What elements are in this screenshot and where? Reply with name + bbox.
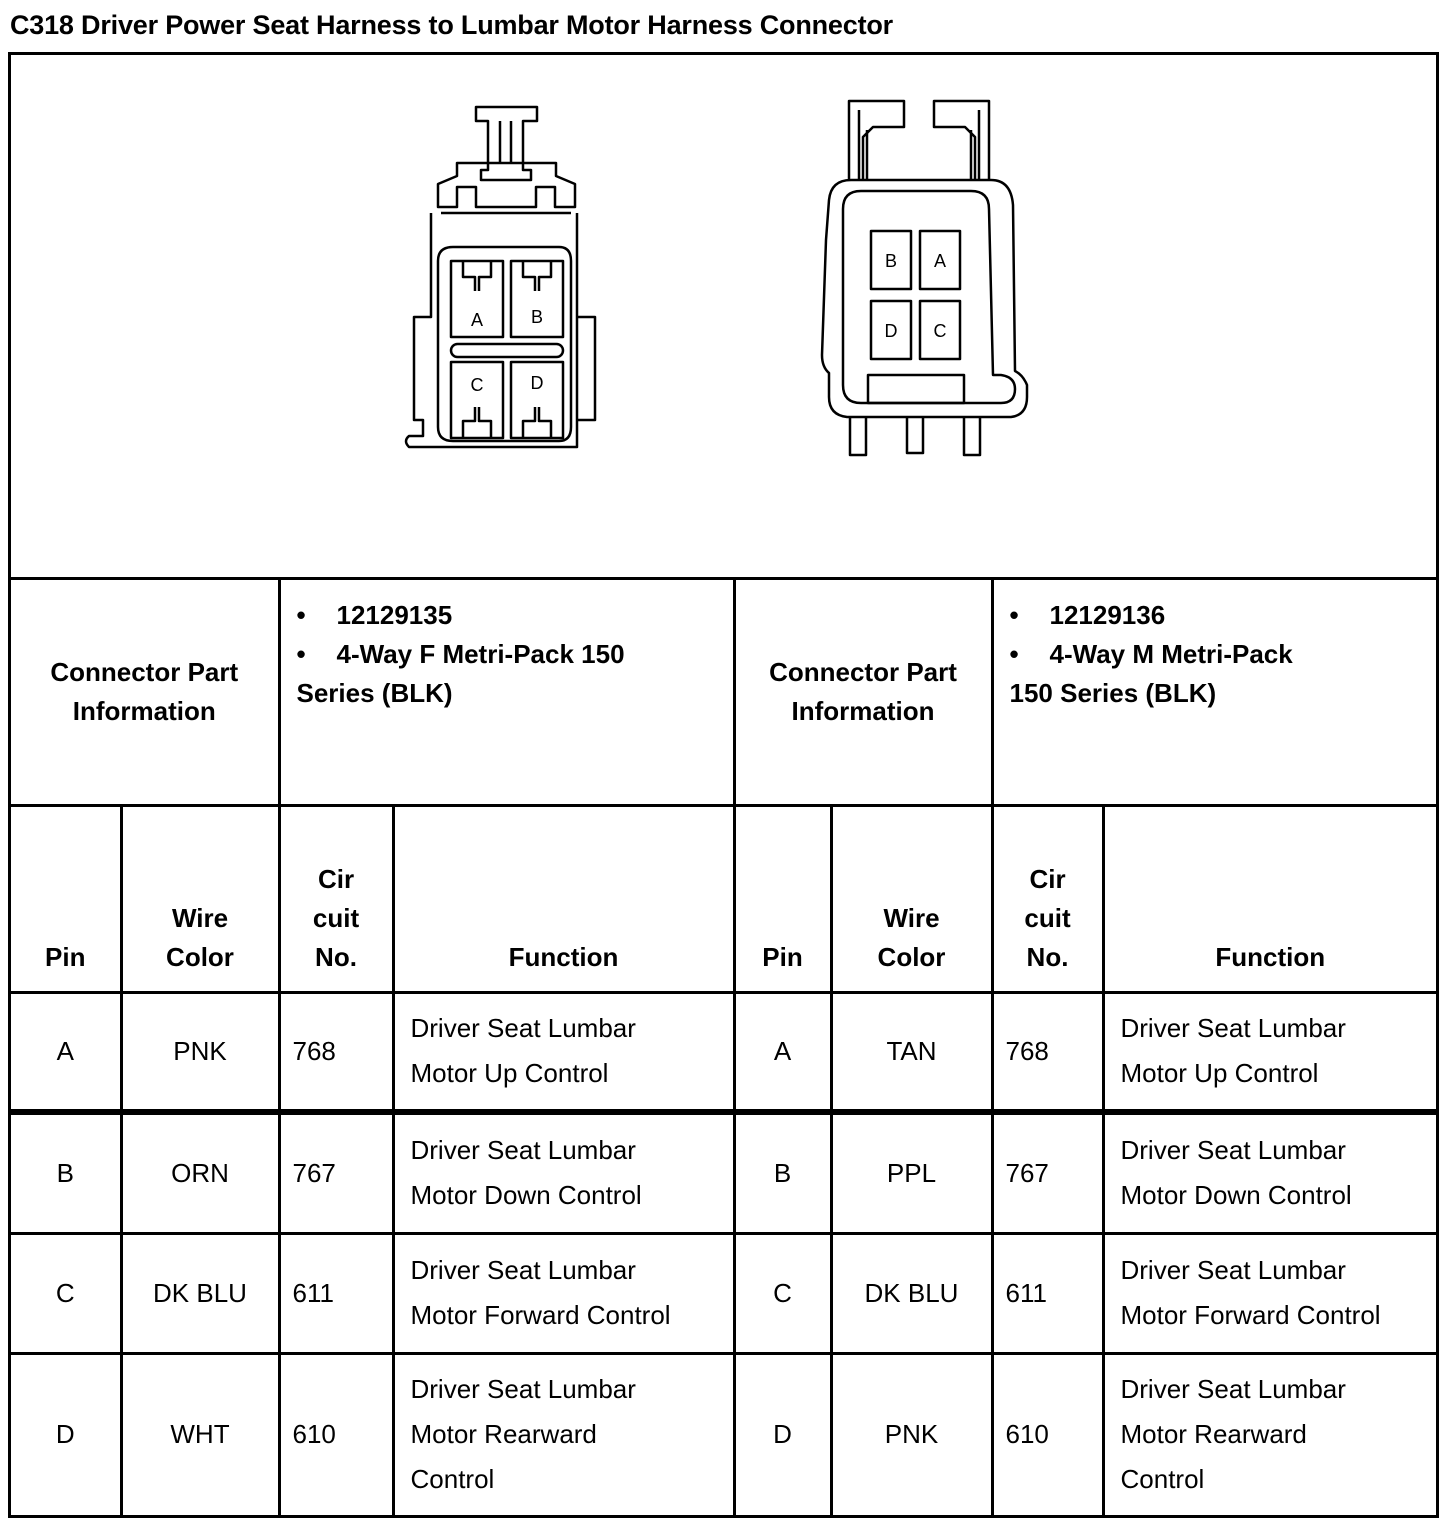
- function-cell: Driver Seat Lumbar Motor Down Control: [393, 1112, 734, 1233]
- cavity-label: C: [470, 375, 484, 395]
- wire-color-cell: PPL: [831, 1112, 992, 1233]
- pin-cell: B: [734, 1112, 831, 1233]
- female-connector-drawing: [406, 107, 595, 447]
- connector-part-info-f: • 12129135 • 4-Way F Metri-Pack 150 Series (BLK): [279, 580, 734, 805]
- pin-cell: A: [734, 992, 831, 1112]
- pin-cell: C: [734, 1233, 831, 1353]
- part-description: 4-Way M Metri-Pack: [1049, 639, 1293, 669]
- cavity-label: D: [884, 321, 898, 341]
- header-row: [11, 805, 1436, 992]
- wire-color-cell: TAN: [831, 992, 992, 1112]
- circuit-cell: 610: [992, 1353, 1103, 1516]
- function-cell: Driver Seat Lumbar Motor Up Control: [393, 992, 734, 1112]
- wire-color-cell: DK BLU: [831, 1233, 992, 1353]
- function-cell: Driver Seat Lumbar Motor Forward Control: [393, 1233, 734, 1353]
- header-function: Function: [1103, 805, 1436, 992]
- wire-color-cell: PNK: [831, 1353, 992, 1516]
- circuit-cell: 611: [992, 1233, 1103, 1353]
- header-wire-color: Wire Color: [121, 805, 279, 992]
- circuit-cell: 767: [279, 1112, 393, 1233]
- table-row: [11, 1112, 1436, 1233]
- header-circuit: Cir cuit No.: [279, 805, 393, 992]
- connector-info-row: [11, 580, 1436, 805]
- part-number: 12129136: [1049, 600, 1166, 630]
- header-circuit: Cir cuit No.: [992, 805, 1103, 992]
- part-description-cont: 150 Series (BLK): [1009, 678, 1217, 708]
- pin-cell: D: [734, 1353, 831, 1516]
- circuit-cell: 611: [279, 1233, 393, 1353]
- wire-color-cell: ORN: [121, 1112, 279, 1233]
- page-title: C318 Driver Power Seat Harness to Lumbar Motor Harness Connector: [10, 10, 893, 40]
- cavity-label: B: [884, 251, 898, 271]
- function-cell: Driver Seat Lumbar Motor Forward Control: [1103, 1233, 1436, 1353]
- male-cavity-labels: [885, 251, 947, 341]
- pin-cell: C: [11, 1233, 121, 1353]
- female-cavity-labels: [471, 307, 544, 395]
- connector-drawings: [11, 55, 1436, 577]
- cavity-label: C: [933, 321, 947, 341]
- header-pin: Pin: [734, 805, 831, 992]
- connector-part-info-label: Connector Part Information: [11, 580, 279, 805]
- wire-color-cell: PNK: [121, 992, 279, 1112]
- table-row: [11, 1233, 1436, 1353]
- circuit-cell: 610: [279, 1353, 393, 1516]
- header-pin: Pin: [11, 805, 121, 992]
- connector-part-info-m: • 12129136 • 4-Way M Metri-Pack 150 Series (BLK): [992, 580, 1436, 805]
- table-row: [11, 1353, 1436, 1516]
- function-cell: Driver Seat Lumbar Motor Down Control: [1103, 1112, 1436, 1233]
- header-function: Function: [393, 805, 734, 992]
- part-number: 12129135: [336, 600, 453, 630]
- wire-color-cell: WHT: [121, 1353, 279, 1516]
- part-description: 4-Way F Metri-Pack 150: [336, 639, 625, 669]
- pin-cell: A: [11, 992, 121, 1112]
- function-cell: Driver Seat Lumbar Motor Rearward Control: [393, 1353, 734, 1516]
- connector-table-frame: [8, 52, 1439, 1518]
- circuit-cell: 768: [279, 992, 393, 1112]
- function-cell: Driver Seat Lumbar Motor Up Control: [1103, 992, 1436, 1112]
- male-connector-drawing: [822, 101, 1027, 455]
- part-description-cont: Series (BLK): [296, 678, 453, 708]
- cavity-label: A: [470, 310, 484, 330]
- wire-color-cell: DK BLU: [121, 1233, 279, 1353]
- connector-diagram-panel: [11, 55, 1436, 580]
- circuit-cell: 767: [992, 1112, 1103, 1233]
- pin-cell: D: [11, 1353, 121, 1516]
- pin-cell: B: [11, 1112, 121, 1233]
- circuit-cell: 768: [992, 992, 1103, 1112]
- cavity-label: D: [530, 373, 544, 393]
- pinout-table: [11, 580, 1436, 1518]
- function-cell: Driver Seat Lumbar Motor Rearward Control: [1103, 1353, 1436, 1516]
- cavity-label: A: [933, 251, 947, 271]
- table-row: [11, 992, 1436, 1112]
- connector-part-info-label: Connector Part Information: [734, 580, 992, 805]
- cavity-label: B: [530, 307, 544, 327]
- header-wire-color: Wire Color: [831, 805, 992, 992]
